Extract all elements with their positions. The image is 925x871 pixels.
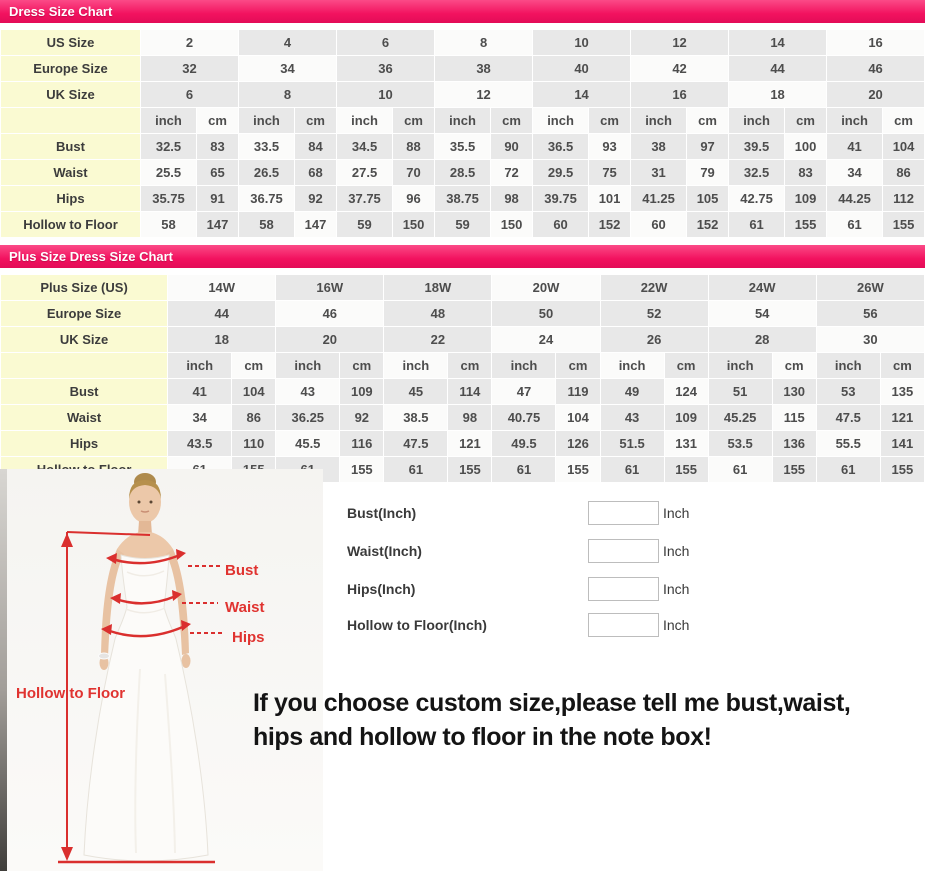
measurement-value-cell: 109 — [785, 186, 827, 212]
unit-cell: cm — [880, 353, 924, 379]
note-line-1: If you choose custom size,please tell me bust,waist, — [253, 689, 851, 717]
table-row — [1, 186, 925, 212]
unit-cell: cm — [664, 353, 708, 379]
size-value-cell: 2 — [141, 30, 239, 56]
measurement-value-cell: 45 — [384, 379, 448, 405]
unit-cell: cm — [340, 353, 384, 379]
size-value-cell: 28 — [708, 327, 816, 353]
measurement-value-cell: 42.75 — [729, 186, 785, 212]
measurement-value-cell: 109 — [340, 379, 384, 405]
measurement-value-cell: 49 — [600, 379, 664, 405]
waist-input[interactable] — [588, 539, 659, 563]
bracelet — [99, 653, 110, 659]
hollow-to-floor-unit-label: Inch — [663, 617, 690, 633]
size-value-cell: 22W — [600, 275, 708, 301]
measurement-value-cell: 43 — [600, 405, 664, 431]
unit-cell: cm — [589, 108, 631, 134]
measurement-guide-section — [0, 469, 925, 871]
measurement-value-cell: 38.75 — [435, 186, 491, 212]
measurement-value-cell: 39.75 — [533, 186, 589, 212]
size-value-cell: 56 — [816, 301, 924, 327]
size-value-cell: 46 — [276, 301, 384, 327]
table-row — [1, 275, 925, 301]
measurement-value-cell: 155 — [340, 457, 384, 483]
measurement-value-cell: 43.5 — [168, 431, 232, 457]
measurement-value-cell: 116 — [340, 431, 384, 457]
table-row — [1, 379, 925, 405]
size-value-cell: 16 — [827, 30, 925, 56]
measurement-figure — [0, 469, 330, 871]
row-label-cell: UK Size — [1, 327, 168, 353]
measurement-value-cell: 131 — [664, 431, 708, 457]
measurement-value-cell: 112 — [883, 186, 925, 212]
measurement-value-cell: 124 — [664, 379, 708, 405]
unit-cell: cm — [197, 108, 239, 134]
measurement-value-cell: 59 — [337, 212, 393, 238]
measurement-value-cell: 130 — [772, 379, 816, 405]
measurement-value-cell: 35.75 — [141, 186, 197, 212]
waist-field-label: Waist(Inch) — [347, 543, 422, 559]
table-row — [1, 327, 925, 353]
row-label-cell: Plus Size (US) — [1, 275, 168, 301]
size-value-cell: 6 — [141, 82, 239, 108]
measurement-value-cell: 70 — [393, 160, 435, 186]
unit-cell: inch — [384, 353, 448, 379]
size-value-cell: 14 — [729, 30, 827, 56]
size-value-cell: 16W — [276, 275, 384, 301]
measurement-value-cell: 60 — [533, 212, 589, 238]
measurement-value-cell: 33.5 — [239, 134, 295, 160]
measurement-value-cell: 37.75 — [337, 186, 393, 212]
size-value-cell: 14W — [168, 275, 276, 301]
measurement-value-cell: 28.5 — [435, 160, 491, 186]
bust-field-row — [347, 501, 767, 527]
unit-cell: inch — [337, 108, 393, 134]
measurement-value-cell: 92 — [295, 186, 337, 212]
measurement-value-cell: 155 — [880, 457, 924, 483]
photo-edge-shadow — [0, 469, 7, 871]
measurement-value-cell: 109 — [664, 405, 708, 431]
size-value-cell: 30 — [816, 327, 924, 353]
measurement-value-cell: 98 — [448, 405, 492, 431]
hips-input[interactable] — [588, 577, 659, 601]
measurement-value-cell: 90 — [491, 134, 533, 160]
measurement-value-cell: 68 — [295, 160, 337, 186]
measurement-value-cell: 53 — [816, 379, 880, 405]
measurement-value-cell: 150 — [491, 212, 533, 238]
size-value-cell: 20 — [276, 327, 384, 353]
measurement-value-cell: 96 — [393, 186, 435, 212]
measurement-value-cell: 31 — [631, 160, 687, 186]
measurement-value-cell: 35.5 — [435, 134, 491, 160]
measurement-value-cell: 79 — [687, 160, 729, 186]
measurement-value-cell: 135 — [880, 379, 924, 405]
bust-unit-label: Inch — [663, 505, 690, 521]
measurement-value-cell: 61 — [816, 457, 880, 483]
measurement-value-cell: 47 — [492, 379, 556, 405]
row-label-cell: US Size — [1, 30, 141, 56]
waist-unit-label: Inch — [663, 543, 690, 559]
measurement-value-cell: 32.5 — [729, 160, 785, 186]
table-row — [1, 353, 925, 379]
measurement-value-cell: 121 — [880, 405, 924, 431]
unit-cell: cm — [448, 353, 492, 379]
measurement-value-cell: 40.75 — [492, 405, 556, 431]
measurement-value-cell: 101 — [589, 186, 631, 212]
size-value-cell: 26 — [600, 327, 708, 353]
size-value-cell: 20 — [827, 82, 925, 108]
measurement-value-cell: 29.5 — [533, 160, 589, 186]
measurement-value-cell: 49.5 — [492, 431, 556, 457]
measurement-value-cell: 26.5 — [239, 160, 295, 186]
measurement-value-cell: 32.5 — [141, 134, 197, 160]
size-value-cell: 10 — [337, 82, 435, 108]
measurement-value-cell: 38 — [631, 134, 687, 160]
model-photo — [0, 469, 330, 871]
measurement-value-cell: 155 — [883, 212, 925, 238]
measurement-value-cell: 104 — [883, 134, 925, 160]
size-value-cell: 52 — [600, 301, 708, 327]
measurement-value-cell: 93 — [589, 134, 631, 160]
measurement-value-cell: 92 — [340, 405, 384, 431]
row-label-cell — [1, 108, 141, 134]
measurement-value-cell: 147 — [197, 212, 239, 238]
table-row — [1, 134, 925, 160]
measurement-value-cell: 152 — [589, 212, 631, 238]
measurement-value-cell: 47.5 — [816, 405, 880, 431]
unit-cell: inch — [141, 108, 197, 134]
size-value-cell: 10 — [533, 30, 631, 56]
size-value-cell: 6 — [337, 30, 435, 56]
unit-cell: cm — [883, 108, 925, 134]
unit-cell: cm — [556, 353, 600, 379]
size-value-cell: 32 — [141, 56, 239, 82]
size-value-cell: 8 — [435, 30, 533, 56]
measurement-value-cell: 110 — [232, 431, 276, 457]
row-label-cell: Waist — [1, 160, 141, 186]
bust-annotation-label: Bust — [225, 562, 259, 579]
measurement-value-cell: 47.5 — [384, 431, 448, 457]
row-label-cell: Hips — [1, 431, 168, 457]
measurement-value-cell: 88 — [393, 134, 435, 160]
measurement-value-cell: 114 — [448, 379, 492, 405]
measurement-value-cell: 100 — [785, 134, 827, 160]
unit-cell: cm — [393, 108, 435, 134]
table-row — [1, 431, 925, 457]
size-value-cell: 24 — [492, 327, 600, 353]
measurement-value-cell: 147 — [295, 212, 337, 238]
size-value-cell: 18 — [729, 82, 827, 108]
measurement-value-cell: 65 — [197, 160, 239, 186]
measurement-value-cell: 38.5 — [384, 405, 448, 431]
unit-cell: inch — [239, 108, 295, 134]
measurement-value-cell: 83 — [197, 134, 239, 160]
measurement-value-cell: 41.25 — [631, 186, 687, 212]
dress-size-chart-table — [0, 29, 925, 238]
table-row — [1, 212, 925, 238]
unit-cell: inch — [168, 353, 232, 379]
table-row — [1, 160, 925, 186]
unit-cell: cm — [687, 108, 729, 134]
table-row — [1, 301, 925, 327]
hips-unit-label: Inch — [663, 581, 690, 597]
measurement-value-cell: 27.5 — [337, 160, 393, 186]
measurement-value-cell: 51 — [708, 379, 772, 405]
size-value-cell: 38 — [435, 56, 533, 82]
size-value-cell: 50 — [492, 301, 600, 327]
waist-field-row — [347, 539, 767, 565]
measurement-value-cell: 86 — [883, 160, 925, 186]
measurement-value-cell: 155 — [772, 457, 816, 483]
table-row — [1, 56, 925, 82]
size-value-cell: 26W — [816, 275, 924, 301]
unit-cell: inch — [276, 353, 340, 379]
unit-cell: inch — [631, 108, 687, 134]
measurement-value-cell: 61 — [600, 457, 664, 483]
plus-size-chart-table — [0, 274, 925, 483]
measurement-value-cell: 155 — [556, 457, 600, 483]
measurement-value-cell: 44.25 — [827, 186, 883, 212]
measurement-value-cell: 58 — [141, 212, 197, 238]
measurement-value-cell: 59 — [435, 212, 491, 238]
measurement-value-cell: 97 — [687, 134, 729, 160]
note-line-2: hips and hollow to floor in the note box! — [253, 723, 712, 751]
measurement-value-cell: 105 — [687, 186, 729, 212]
size-value-cell: 18 — [168, 327, 276, 353]
unit-cell: cm — [772, 353, 816, 379]
unit-cell: inch — [492, 353, 556, 379]
row-label-cell: Bust — [1, 134, 141, 160]
measurement-value-cell: 84 — [295, 134, 337, 160]
measurement-value-cell: 45.5 — [276, 431, 340, 457]
size-value-cell: 16 — [631, 82, 729, 108]
measurement-value-cell: 61 — [708, 457, 772, 483]
size-value-cell: 40 — [533, 56, 631, 82]
row-label-cell: Waist — [1, 405, 168, 431]
standard-chart-title-bar — [0, 0, 925, 23]
measurement-value-cell: 98 — [491, 186, 533, 212]
measurement-value-cell: 34.5 — [337, 134, 393, 160]
size-value-cell: 14 — [533, 82, 631, 108]
hips-annotation-label: Hips — [232, 629, 265, 646]
measurement-value-cell: 104 — [556, 405, 600, 431]
unit-cell: cm — [295, 108, 337, 134]
measurement-value-cell: 41 — [168, 379, 232, 405]
measurement-value-cell: 36.5 — [533, 134, 589, 160]
size-value-cell: 46 — [827, 56, 925, 82]
measurement-value-cell: 150 — [393, 212, 435, 238]
standard-chart-title: Dress Size Chart — [9, 4, 113, 19]
row-label-cell: Europe Size — [1, 56, 141, 82]
measurement-value-cell: 75 — [589, 160, 631, 186]
row-label-cell — [1, 353, 168, 379]
measurement-value-cell: 119 — [556, 379, 600, 405]
measurement-value-cell: 34 — [168, 405, 232, 431]
table-row — [1, 405, 925, 431]
measurement-value-cell: 83 — [785, 160, 827, 186]
plus-chart-title: Plus Size Dress Size Chart — [9, 249, 174, 264]
measurement-value-cell: 155 — [448, 457, 492, 483]
unit-cell: inch — [729, 108, 785, 134]
row-label-cell: UK Size — [1, 82, 141, 108]
measurement-value-cell: 39.5 — [729, 134, 785, 160]
measurement-value-cell: 61 — [384, 457, 448, 483]
size-value-cell: 24W — [708, 275, 816, 301]
measurement-value-cell: 121 — [448, 431, 492, 457]
size-value-cell: 54 — [708, 301, 816, 327]
row-label-cell: Europe Size — [1, 301, 168, 327]
measurement-value-cell: 61 — [492, 457, 556, 483]
row-label-cell: Hips — [1, 186, 141, 212]
custom-size-note — [253, 686, 925, 754]
unit-cell: inch — [435, 108, 491, 134]
size-value-cell: 18W — [384, 275, 492, 301]
measurement-value-cell: 58 — [239, 212, 295, 238]
measurement-value-cell: 25.5 — [141, 160, 197, 186]
measurement-value-cell: 60 — [631, 212, 687, 238]
waist-annotation-label: Waist — [225, 599, 265, 616]
bust-field-label: Bust(Inch) — [347, 505, 417, 521]
size-value-cell: 20W — [492, 275, 600, 301]
measurement-value-cell: 36.75 — [239, 186, 295, 212]
measurement-value-cell: 155 — [664, 457, 708, 483]
measurement-value-cell: 41 — [827, 134, 883, 160]
measurement-value-cell: 136 — [772, 431, 816, 457]
measurement-value-cell: 72 — [491, 160, 533, 186]
size-value-cell: 42 — [631, 56, 729, 82]
measurement-value-cell: 51.5 — [600, 431, 664, 457]
size-value-cell: 36 — [337, 56, 435, 82]
unit-cell: cm — [491, 108, 533, 134]
measurement-value-cell: 115 — [772, 405, 816, 431]
measurement-value-cell: 104 — [232, 379, 276, 405]
hips-field-label: Hips(Inch) — [347, 581, 416, 597]
size-value-cell: 22 — [384, 327, 492, 353]
plus-chart-title-bar — [0, 245, 925, 268]
size-value-cell: 44 — [729, 56, 827, 82]
measurement-value-cell: 155 — [785, 212, 827, 238]
size-value-cell: 34 — [239, 56, 337, 82]
hollow-to-floor-field-label: Hollow to Floor(Inch) — [347, 617, 487, 633]
measurement-value-cell: 141 — [880, 431, 924, 457]
table-row — [1, 30, 925, 56]
row-label-cell: Hollow to Floor — [1, 212, 141, 238]
table-row — [1, 82, 925, 108]
unit-cell: cm — [232, 353, 276, 379]
unit-cell: inch — [816, 353, 880, 379]
measurement-value-cell: 61 — [827, 212, 883, 238]
unit-cell: inch — [827, 108, 883, 134]
measurement-value-cell: 43 — [276, 379, 340, 405]
size-value-cell: 48 — [384, 301, 492, 327]
measurement-value-cell: 126 — [556, 431, 600, 457]
measurement-value-cell: 45.25 — [708, 405, 772, 431]
measurement-value-cell: 55.5 — [816, 431, 880, 457]
size-value-cell: 8 — [239, 82, 337, 108]
measurement-value-cell: 36.25 — [276, 405, 340, 431]
size-value-cell: 12 — [631, 30, 729, 56]
size-value-cell: 4 — [239, 30, 337, 56]
row-label-cell: Bust — [1, 379, 168, 405]
hollow-to-floor-annotation-label: Hollow to Floor — [16, 685, 126, 702]
unit-cell: inch — [708, 353, 772, 379]
unit-cell: cm — [785, 108, 827, 134]
measurement-value-cell: 53.5 — [708, 431, 772, 457]
table-row — [1, 108, 925, 134]
unit-cell: inch — [600, 353, 664, 379]
hollow-to-floor-input[interactable] — [588, 613, 659, 637]
measurement-value-cell: 86 — [232, 405, 276, 431]
measurement-value-cell: 61 — [729, 212, 785, 238]
measurement-value-cell: 34 — [827, 160, 883, 186]
size-value-cell: 44 — [168, 301, 276, 327]
measurement-value-cell: 91 — [197, 186, 239, 212]
size-value-cell: 12 — [435, 82, 533, 108]
unit-cell: inch — [533, 108, 589, 134]
hollow-to-floor-field-row — [347, 613, 767, 639]
measurement-value-cell: 152 — [687, 212, 729, 238]
bust-input[interactable] — [588, 501, 659, 525]
hips-field-row — [347, 577, 767, 603]
